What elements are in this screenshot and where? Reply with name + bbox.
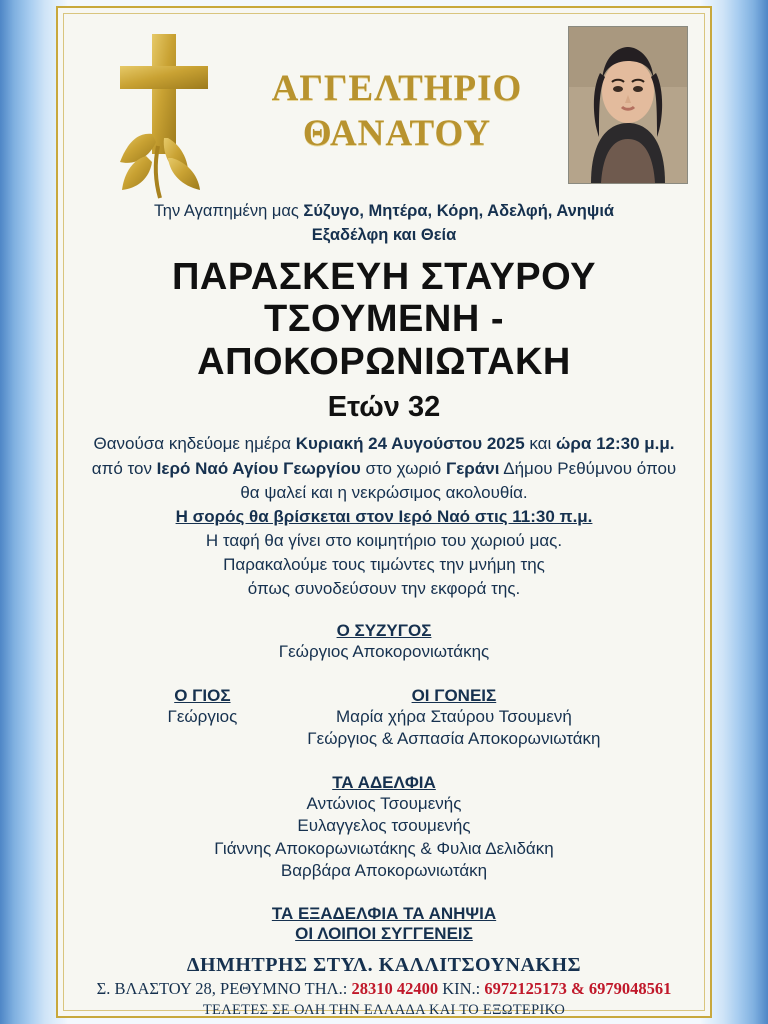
header bbox=[72, 18, 696, 198]
funeral-home-footer bbox=[72, 954, 696, 1018]
name-line-1: ΠΑΡΑΣΚΕΥΗ ΣΤΑΥΡΟΥ bbox=[171, 255, 596, 298]
footer-note: ΤΕΛΕΤΕΣ ΣΕ ΟΛΗ ΤΗΝ ΕΛΛΑΔΑ ΚΑΙ ΤΟ ΕΞΩΤΕΡΙΚΟ bbox=[202, 1002, 566, 1018]
ann-l1a: Θανούσα κηδεύομε ημέρα bbox=[93, 434, 296, 454]
siblings-member-4: Βαρβάρα Αποκορωνιωτάκη bbox=[280, 860, 488, 880]
cousins-heading-2: ΟΙ ΛΟΙΠΟΙ ΣΥΓΓΕΝΕΙΣ bbox=[295, 924, 473, 944]
ann-l3: Δήμου Ρεθύμνου όπου θα ψαλεί και η νεκρώσιμος ακολουθία. bbox=[240, 458, 677, 502]
ann-l1b: Κυριακή 24 Αυγούστου 2025 bbox=[295, 434, 525, 454]
relation-bold-2: Εξαδέλφη και Θεία bbox=[311, 225, 457, 244]
announcement-text bbox=[88, 432, 680, 601]
parents-member-2: Γεώργιος & Ασπασία Αποκορωνιωτάκη bbox=[307, 729, 601, 749]
relation-line bbox=[94, 200, 674, 248]
deceased-name bbox=[82, 256, 686, 384]
announcement-sheet bbox=[56, 6, 712, 1018]
ann-l2e: Γεράνι bbox=[445, 458, 500, 478]
announcement-paragraph bbox=[88, 432, 680, 504]
siblings-member-2: Ευλαγγελος τσουμενής bbox=[297, 816, 471, 836]
ann-l2a: 12:30 μ.μ. bbox=[596, 434, 675, 454]
cousins-heading-1: ΤΑ ΕΞΑΔΕΛΦΙΑ ΤΑ ΑΝΗΨΙΑ bbox=[271, 904, 497, 924]
spouse-heading: Ο ΣΥΖΥΓΟΣ bbox=[336, 621, 432, 641]
ann-l6: Παρακαλούμε τους τιμώντες την μνήμη της bbox=[223, 555, 545, 575]
son-parents-row bbox=[72, 686, 696, 751]
phone-number[interactable]: 28310 42400 bbox=[351, 979, 439, 999]
ann-l2c: Ιερό Ναό Αγίου Γεωργίου bbox=[156, 458, 361, 478]
ann-l1c: και bbox=[524, 434, 556, 454]
address-part-2: ΚΙΝ.: bbox=[438, 979, 485, 999]
siblings-heading: ΤΑ ΑΔΕΛΦΙΑ bbox=[332, 772, 436, 792]
funeral-home-name: ΔΗΜΗΤΡΗΣ ΣΤΥΛ. ΚΑΛΛΙΤΣΟΥΝΑΚΗΣ bbox=[186, 954, 582, 977]
ann-l5: Η ταφή θα γίνει στο κοιμητήριο του χωριού μας. bbox=[205, 530, 563, 550]
ann-l7: όπως συνοδεύσουν την εκφορά της. bbox=[247, 579, 521, 599]
parents-heading: ΟΙ ΓΟΝΕΙΣ bbox=[411, 685, 497, 705]
ann-l4: Η σορός θα βρίσκεται στον Ιερό Ναό στις 11:30 π.μ. bbox=[175, 506, 593, 526]
son-member: Γεώργιος bbox=[167, 706, 238, 726]
son-heading: Ο ΓΙΟΣ bbox=[174, 685, 231, 705]
son-section bbox=[167, 686, 237, 728]
name-line-3: ΑΠΟΚΟΡΩΝΙΩΤΑΚΗ bbox=[197, 340, 571, 383]
relation-bold-1: Σύζυγο, Μητέρα, Κόρη, Αδελφή, Ανηψιά bbox=[303, 202, 615, 220]
poster-title bbox=[252, 66, 542, 156]
funeral-home-contact bbox=[72, 979, 696, 999]
spouse-member: Γεώργιος Αποκορονιωτάκης bbox=[278, 642, 490, 662]
cousins-section bbox=[72, 904, 696, 944]
ann-l1d: ώρα bbox=[556, 434, 592, 454]
siblings-section bbox=[72, 773, 696, 883]
name-line-2: ΤΣΟΥΜΕΝΗ - bbox=[264, 298, 504, 341]
parents-section bbox=[307, 686, 600, 751]
ann-l2b: από τον bbox=[91, 458, 157, 478]
siblings-member-3: Γιάννης Αποκορωνιωτάκης & Φυλια Δελιδάκη bbox=[214, 838, 554, 858]
address-part-1: Σ. ΒΛΑΣΤΟΥ 28, ΡΕΘΥΜΝΟ ΤΗΛ.: bbox=[96, 979, 352, 999]
title-line-2: ΘΑΝΑΤΟΥ bbox=[302, 113, 492, 155]
ann-l2d: στο χωριό bbox=[360, 458, 446, 478]
portrait-photo bbox=[568, 26, 688, 184]
mobile-numbers[interactable]: 6972125173 & 6979048561 bbox=[484, 979, 672, 999]
deceased-age: Ετών 32 bbox=[327, 391, 441, 424]
spouse-section bbox=[72, 621, 696, 663]
relation-plain-1: Την Αγαπημένη μας bbox=[153, 202, 304, 220]
parents-member-1: Μαρία χήρα Σταύρου Τσουμενή bbox=[335, 706, 572, 726]
golden-cross-icon bbox=[106, 26, 256, 201]
siblings-member-1: Αντώνιος Τσουμενής bbox=[306, 793, 462, 813]
sheet-content bbox=[58, 8, 710, 1018]
title-line-1: ΑΓΓΕΛΤΗΡΙΟ bbox=[271, 68, 523, 109]
